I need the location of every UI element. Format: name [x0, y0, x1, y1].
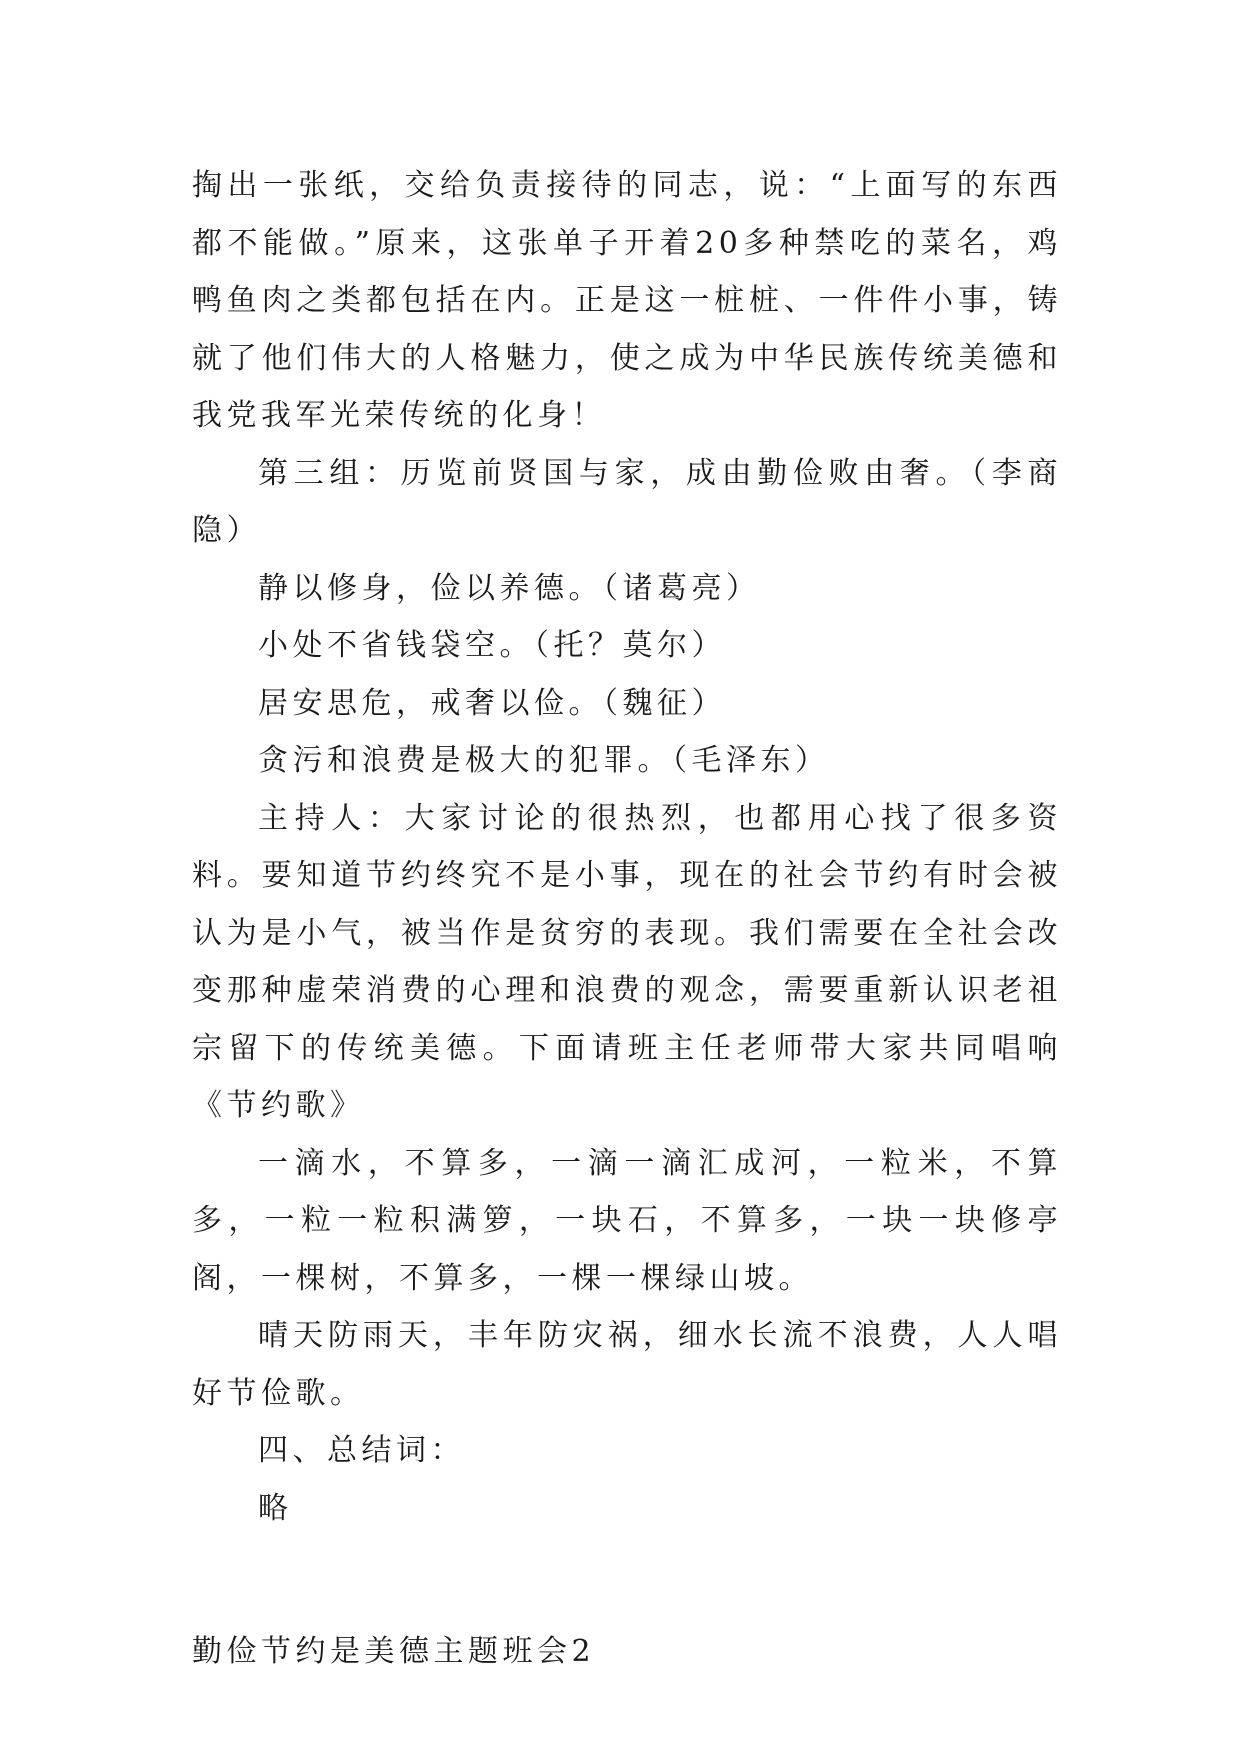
paragraph-quote-zhuge-liang: 静以修身，俭以养德。（诸葛亮） — [258, 570, 761, 606]
paragraph-host-remarks: 主持人：大家讨论的很热烈，也都用心找了很多资料。要知道节约终究不是小事，现在的社会节约有时会被认为是小气，被当作是贫穷的表现。我们需要在全社会改变那种虚荣消费的心理和浪费的观念，需要重新认识老祖宗留下的传统美德。下面请班主任老师带大家共同唱响《节约歌》 — [192, 800, 1062, 1123]
paragraph-story-continuation: 掏出一张纸，交给负责接待的同志，说：“上面写的东西都不能做。”原来，这张单子开着20多种禁吃的菜名，鸡鸭鱼肉之类都包括在内。正是这一桩桩、一件件小事，铸就了他们伟大的人格魅力，使之成为中华民族传统美德和我党我军光荣传统的化身！ — [192, 168, 1062, 433]
paragraph-quote-mao: 贪污和浪费是极大的犯罪。（毛泽东） — [258, 743, 830, 778]
paragraph-song-verse-one: 一滴水，不算多，一滴一滴汇成河，一粒米，不算多，一粒一粒积满箩，一块石，不算多，一块一块修亭阁，一棵树，不算多，一棵一棵绿山坡。 — [192, 1145, 1062, 1296]
paragraph-summary-omitted: 略 — [258, 1490, 293, 1526]
paragraph-song-verse-two: 晴天防雨天，丰年防灾祸，细水长流不浪费，人人唱好节俭歌。 — [192, 1318, 1062, 1411]
paragraph-quote-more: 小处不省钱袋空。（托？莫尔） — [258, 628, 726, 663]
paragraph-group-three-quote: 第三组：历览前贤国与家，成由勤俭败由奢。（李商隐） — [192, 455, 1062, 548]
next-article-title: 勤俭节约是美德主题班会2 — [192, 1634, 596, 1669]
document-body — [192, 157, 1062, 1681]
section-gap — [192, 1537, 1062, 1623]
section-heading-summary: 四、总结词： — [258, 1433, 465, 1468]
paragraph-quote-wei-zheng: 居安思危，戒奢以俭。（魏征） — [258, 685, 726, 721]
